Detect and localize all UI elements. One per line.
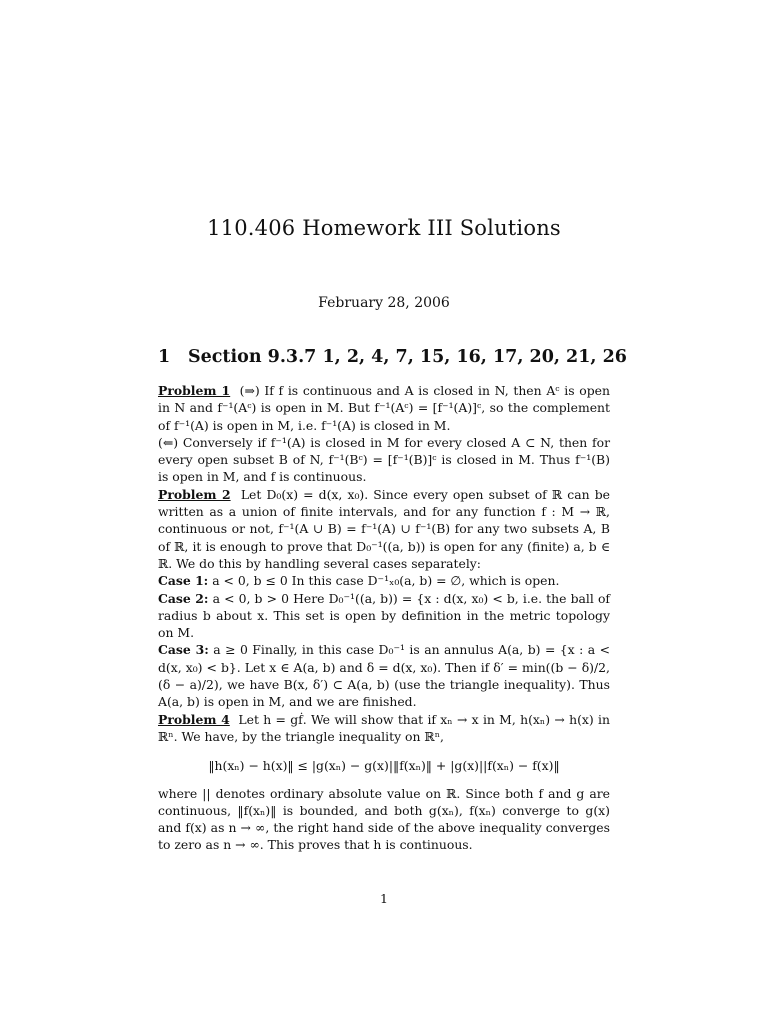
page-number: 1 bbox=[380, 891, 388, 906]
problem-4-label: Problem 4 bbox=[158, 711, 230, 727]
problem-4-conclusion: where || denotes ordinary absolute value on ℝ. Since both f and g are continuous, ‖f(xₙ)‖ is bounded, and both g(xₙ), f(xₙ) converge to g(x) and f(x) as n → ∞, the right hand side of the above inequality converges to zero as n → ∞. This proves that h is continuous. bbox=[158, 785, 610, 853]
problem-1-paragraph bbox=[158, 382, 610, 434]
problem-4-text: Let h = gḟ. We will show that if xₙ → x in M, h(xₙ) → h(x) in ℝⁿ. We have, by the triangle inequality on ℝⁿ, bbox=[158, 711, 610, 744]
case-2-text: a < 0, b > 0 Here D₀⁻¹((a, b)) = {x : d(x, x₀) < b, i.e. the ball of radius b about x. This set is open by definition in the metric topology on M. bbox=[158, 590, 610, 641]
problem-2-case-2 bbox=[158, 590, 610, 642]
problem-1-text: (⇒) If f is continuous and A is closed in N, then Aᶜ is open in N and f⁻¹(Aᶜ) is open in M. But f⁻¹(Aᶜ) = [f⁻¹(A)]ᶜ, so the complement of f⁻¹(A) is open in M, i.e. f⁻¹(A) is closed in M. bbox=[158, 383, 610, 433]
problem-1-label: Problem 1 bbox=[158, 383, 231, 398]
problem-2-case-3 bbox=[158, 641, 610, 710]
document-date: February 28, 2006 bbox=[318, 295, 450, 311]
document-title: 110.406 Homework III Solutions bbox=[207, 216, 561, 240]
problem-4-display-inequality: ‖h(xₙ) − h(x)‖ ≤ |g(xₙ) − g(x)|‖f(xₙ)‖ + |g(x)||f(xₙ) − f(x)‖ bbox=[208, 758, 560, 774]
problem-2-case-1 bbox=[158, 572, 610, 589]
case-2-label: Case 2: bbox=[158, 590, 209, 606]
case-3-text: a ≥ 0 Finally, in this case D₀⁻¹ is an annulus A(a, b) = {x : a < d(x, x₀) < b}. Let x ∈ A(a, b) and δ = d(x, x₀). Then if δ′ = min((b − δ)/2, (δ − a)/2), we have B(x, δ′) ⊂ A(a, b) (use the triangle inequality). Thus A(a, b) is open in M, and we are finished. bbox=[158, 642, 610, 710]
section-number: 1 bbox=[158, 347, 171, 367]
problem-1-converse: (⇐) Conversely if f⁻¹(A) is closed in M for every closed A ⊂ N, then for every open subset B of N, f⁻¹(Bᶜ) = [f⁻¹(B)]ᶜ is closed in M. Thus f⁻¹(B) is open in M, and f is continuous. bbox=[158, 434, 610, 485]
problem-4-paragraph bbox=[158, 711, 610, 746]
section-title: Section 9.3.7 1, 2, 4, 7, 15, 16, 17, 20, 21, 26 bbox=[188, 347, 627, 367]
section-heading bbox=[158, 347, 627, 367]
case-1-label: Case 1: bbox=[158, 573, 209, 589]
case-3-label: Case 3: bbox=[158, 642, 209, 658]
problem-2-text: Let D₀(x) = d(x, x₀). Since every open subset of ℝ can be written as a union of finite intervals, and for any function f : M → ℝ, continuous or not, f⁻¹(A ∪ B) = f⁻¹(A) ∪ f⁻¹(B) for any two subsets A, B of ℝ, it is enough to prove that D₀⁻¹((a, b)) is open for any (finite) a, b ∈ ℝ. We do this by handling several cases separately: bbox=[158, 486, 610, 571]
case-1-text: a < 0, b ≤ 0 In this case D⁻¹ₓ₀(a, b) = ∅, which is open. bbox=[212, 573, 560, 589]
problem-2-label: Problem 2 bbox=[158, 486, 231, 502]
problem-2-paragraph bbox=[158, 486, 610, 572]
document-body bbox=[158, 382, 610, 854]
